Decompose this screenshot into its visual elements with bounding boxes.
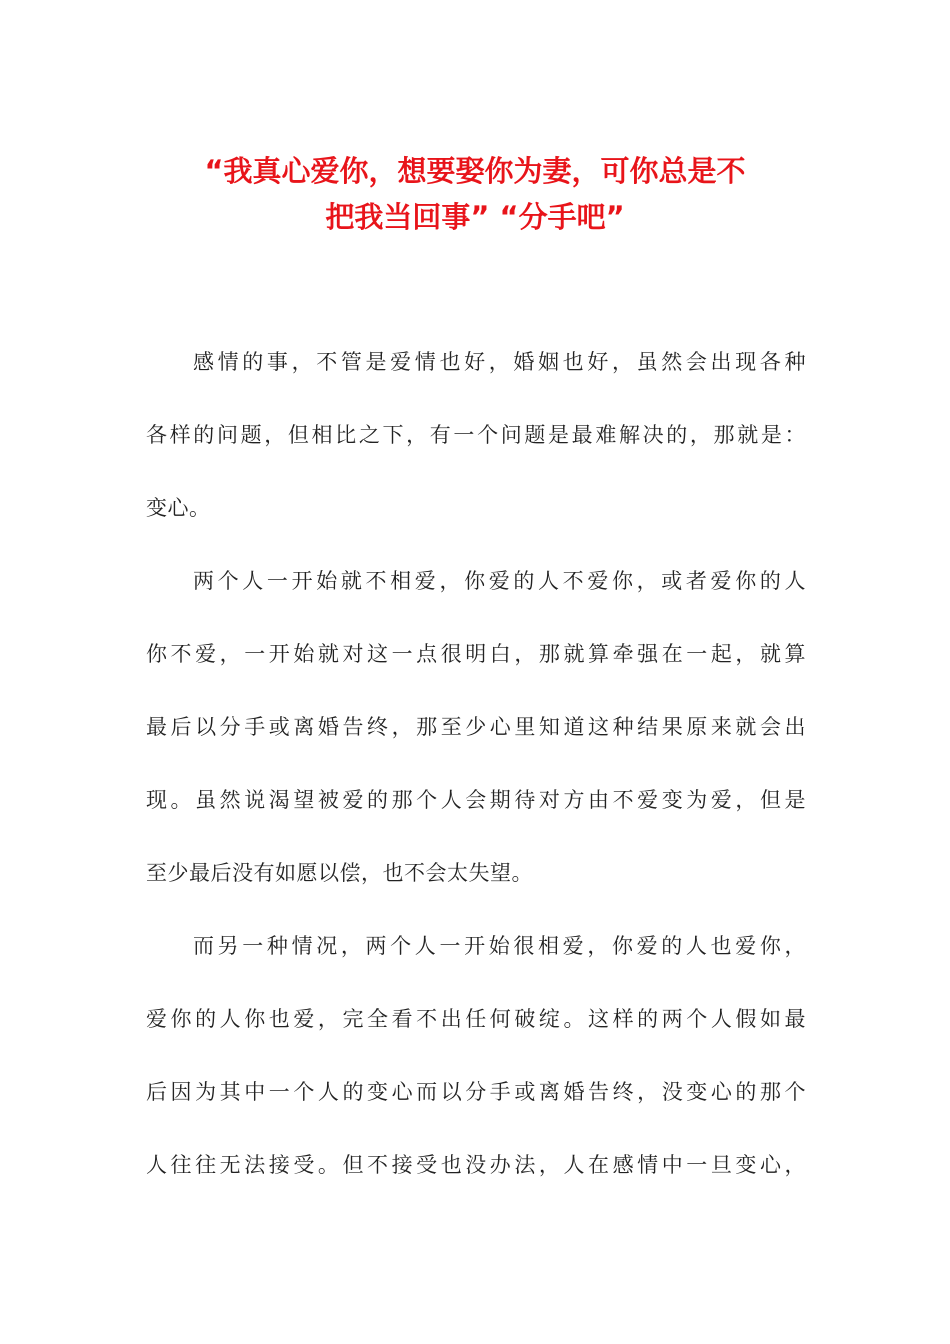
paragraph-2 [146,545,806,910]
paragraph-3 [146,910,806,1202]
paragraph-line: 而另一种情况，两个人一开始很相爱，你爱的人也爱你， [193,934,806,958]
paragraph-line: 人往往无法接受。但不接受也没办法，人在感情中一旦变心， [146,1153,806,1177]
title-line-1: “我真心爱你，想要娶你为妻，可你总是不 [204,154,746,188]
paragraph-line: 至少最后没有如愿以偿，也不会太失望。 [146,861,533,885]
article-body [146,326,806,1202]
paragraph-line: 两个人一开始就不相爱，你爱的人不爱你，或者爱你的人 [193,569,806,593]
paragraph-line: 各样的问题，但相比之下，有一个问题是最难解决的，那就是： [146,423,806,447]
paragraph-line: 最后以分手或离婚告终，那至少心里知道这种结果原来就会出 [146,715,806,739]
paragraph-line: 现。虽然说渴望被爱的那个人会期待对方由不爱变为爱，但是 [146,788,806,812]
article-title [140,148,810,240]
title-line-2: 把我当回事” “分手吧” [325,200,625,234]
paragraph-line: 你不爱，一开始就对这一点很明白，那就算牵强在一起，就算 [146,642,806,666]
paragraph-line: 感情的事，不管是爱情也好，婚姻也好，虽然会出现各种 [193,350,806,374]
paragraph-line: 爱你的人你也爱，完全看不出任何破绽。这样的两个人假如最 [146,1007,806,1031]
paragraph-1 [146,326,806,545]
paragraph-line: 变心。 [146,496,211,520]
paragraph-line: 后因为其中一个人的变心而以分手或离婚告终，没变心的那个 [146,1080,806,1104]
